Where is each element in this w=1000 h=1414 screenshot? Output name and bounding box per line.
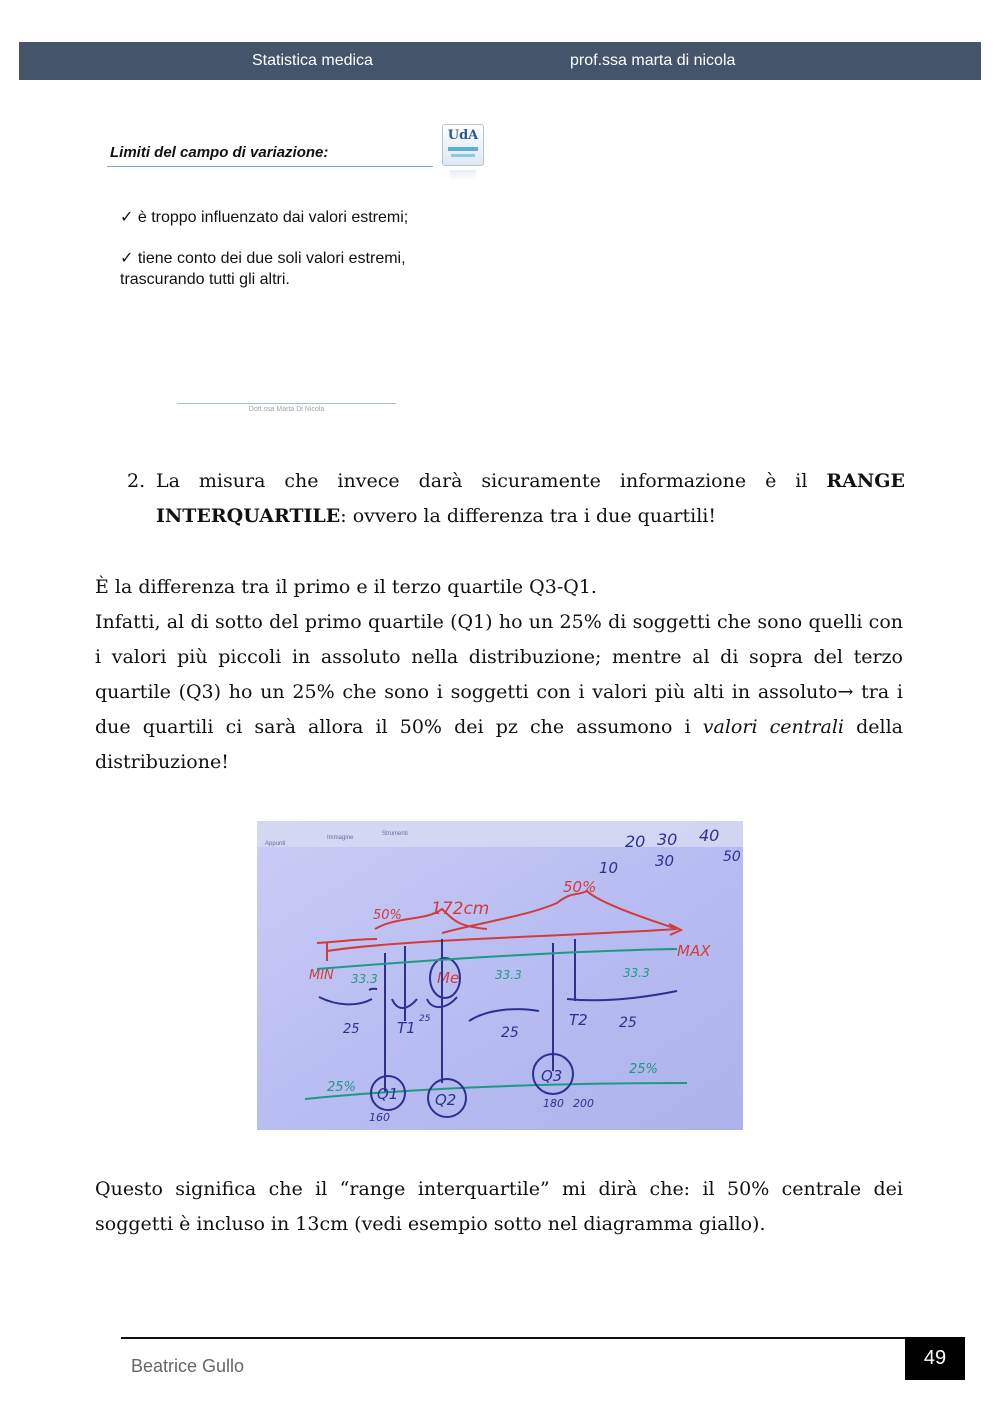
slide-footer-rule <box>177 403 396 404</box>
label-25-b: 25 <box>501 1025 519 1041</box>
item2-text-after: : ovvero la differenza tra i due quartili! <box>340 505 716 527</box>
slide-footer: Dott.ssa Marta Di Nicola <box>248 406 325 413</box>
slide-bullet-2-continued: trascurando tutti gli altri. <box>120 271 290 288</box>
label-200: 200 <box>573 1097 594 1110</box>
tick-small <box>369 989 377 990</box>
whiteboard-photo <box>257 821 743 1130</box>
logo-bar <box>448 147 478 151</box>
whiteboard-drawing <box>257 821 743 1130</box>
page-header <box>19 42 981 80</box>
wb-num-20: 20 <box>625 832 646 851</box>
footer-author: Beatrice Gullo <box>131 1356 245 1376</box>
logo-bar-secondary <box>451 154 475 157</box>
wb-num-30b: 30 <box>655 852 675 870</box>
wb-num-50: 50 <box>723 849 741 865</box>
wb-num-30a: 30 <box>657 830 678 849</box>
slide-bullet-1: ✓ è troppo influenzato dai valori estremi; <box>120 209 409 226</box>
paragraph-1-line-1: È la differenza tra il primo e il terzo quartile Q3-Q1. <box>95 576 597 598</box>
label-q3: Q3 <box>541 1067 563 1085</box>
label-min: MIN <box>309 968 334 983</box>
item2-bold-term: RANGE INTERQUARTILE <box>156 470 905 527</box>
item2-text-before: La misura che invece darà sicuramente informazione è il <box>156 470 827 492</box>
label-172cm: 172cm <box>431 899 490 919</box>
label-25-c: 25 <box>619 1015 637 1031</box>
header-course: Statistica medica <box>252 52 373 69</box>
list-item-2 <box>127 464 905 534</box>
para1-italic: valori centrali <box>702 716 844 738</box>
slide-image <box>100 118 500 428</box>
slide-bullet-2: ✓ tiene conto dei due soli valori estremi, <box>120 250 406 267</box>
label-25pct-left: 25% <box>327 1080 356 1095</box>
page-number: 49 <box>905 1337 965 1380</box>
para1-text-before: Infatti, al di sotto del primo quartile (Q1) ho un 25% di soggetti che sono quelli con i valori più piccoli in assoluto nella distribuzione; mentre al di sopra del terzo quartile (Q3) ho un 25% che sono i soggetti con i valori più alti in assoluto <box>95 611 903 703</box>
label-q2: Q2 <box>435 1091 457 1109</box>
label-33-right: 33.3 <box>623 966 650 980</box>
toolbar-label-2: Immagine <box>327 835 354 841</box>
label-160: 160 <box>369 1111 390 1124</box>
paragraph-1 <box>95 570 903 780</box>
logo-text: UdA <box>447 128 479 143</box>
para1-text-end: della distribuzione! <box>95 716 903 773</box>
label-t1: T1 <box>397 1019 416 1037</box>
label-25-a: 25 <box>343 1022 360 1037</box>
label-50-right: 50% <box>563 878 597 896</box>
label-50-left: 50% <box>373 908 402 923</box>
toolbar-label-1: Appunti <box>265 841 286 847</box>
para1-text-mid: tra i due quartili ci sarà allora il 50% dei pz che assumono i <box>95 681 903 738</box>
label-25pct-right: 25% <box>629 1062 658 1077</box>
list-number: 2. <box>127 470 146 492</box>
wb-num-10: 10 <box>599 859 619 877</box>
label-me: Me <box>437 969 460 987</box>
label-33-mid: 33.3 <box>495 968 522 982</box>
slide-title: Limiti del campo di variazione: <box>110 144 329 161</box>
list-item-text <box>156 464 905 534</box>
label-t2: T2 <box>569 1011 588 1029</box>
toolbar-label-3: Strumenti <box>382 831 408 837</box>
paragraph-1-body <box>95 605 903 780</box>
logo-reflection <box>450 170 476 180</box>
arrow-icon: → <box>837 681 854 703</box>
label-q1: Q1 <box>377 1085 399 1103</box>
header-professor: prof.ssa marta di nicola <box>570 52 736 69</box>
label-33-left: 33.3 <box>351 972 378 986</box>
paragraph-2: Questo significa che il “range interquartile” mi dirà che: il 50% centrale dei soggetti è incluso in 13cm (vedi esempio sotto nel diagramma giallo). <box>95 1178 903 1235</box>
university-logo <box>442 124 484 166</box>
label-180: 180 <box>543 1097 564 1110</box>
wb-num-40: 40 <box>699 826 720 845</box>
label-max: MAX <box>677 942 711 960</box>
slide-title-rule <box>107 166 433 167</box>
label-25-small: 25 <box>419 1014 431 1024</box>
footer-rule <box>121 1337 905 1339</box>
